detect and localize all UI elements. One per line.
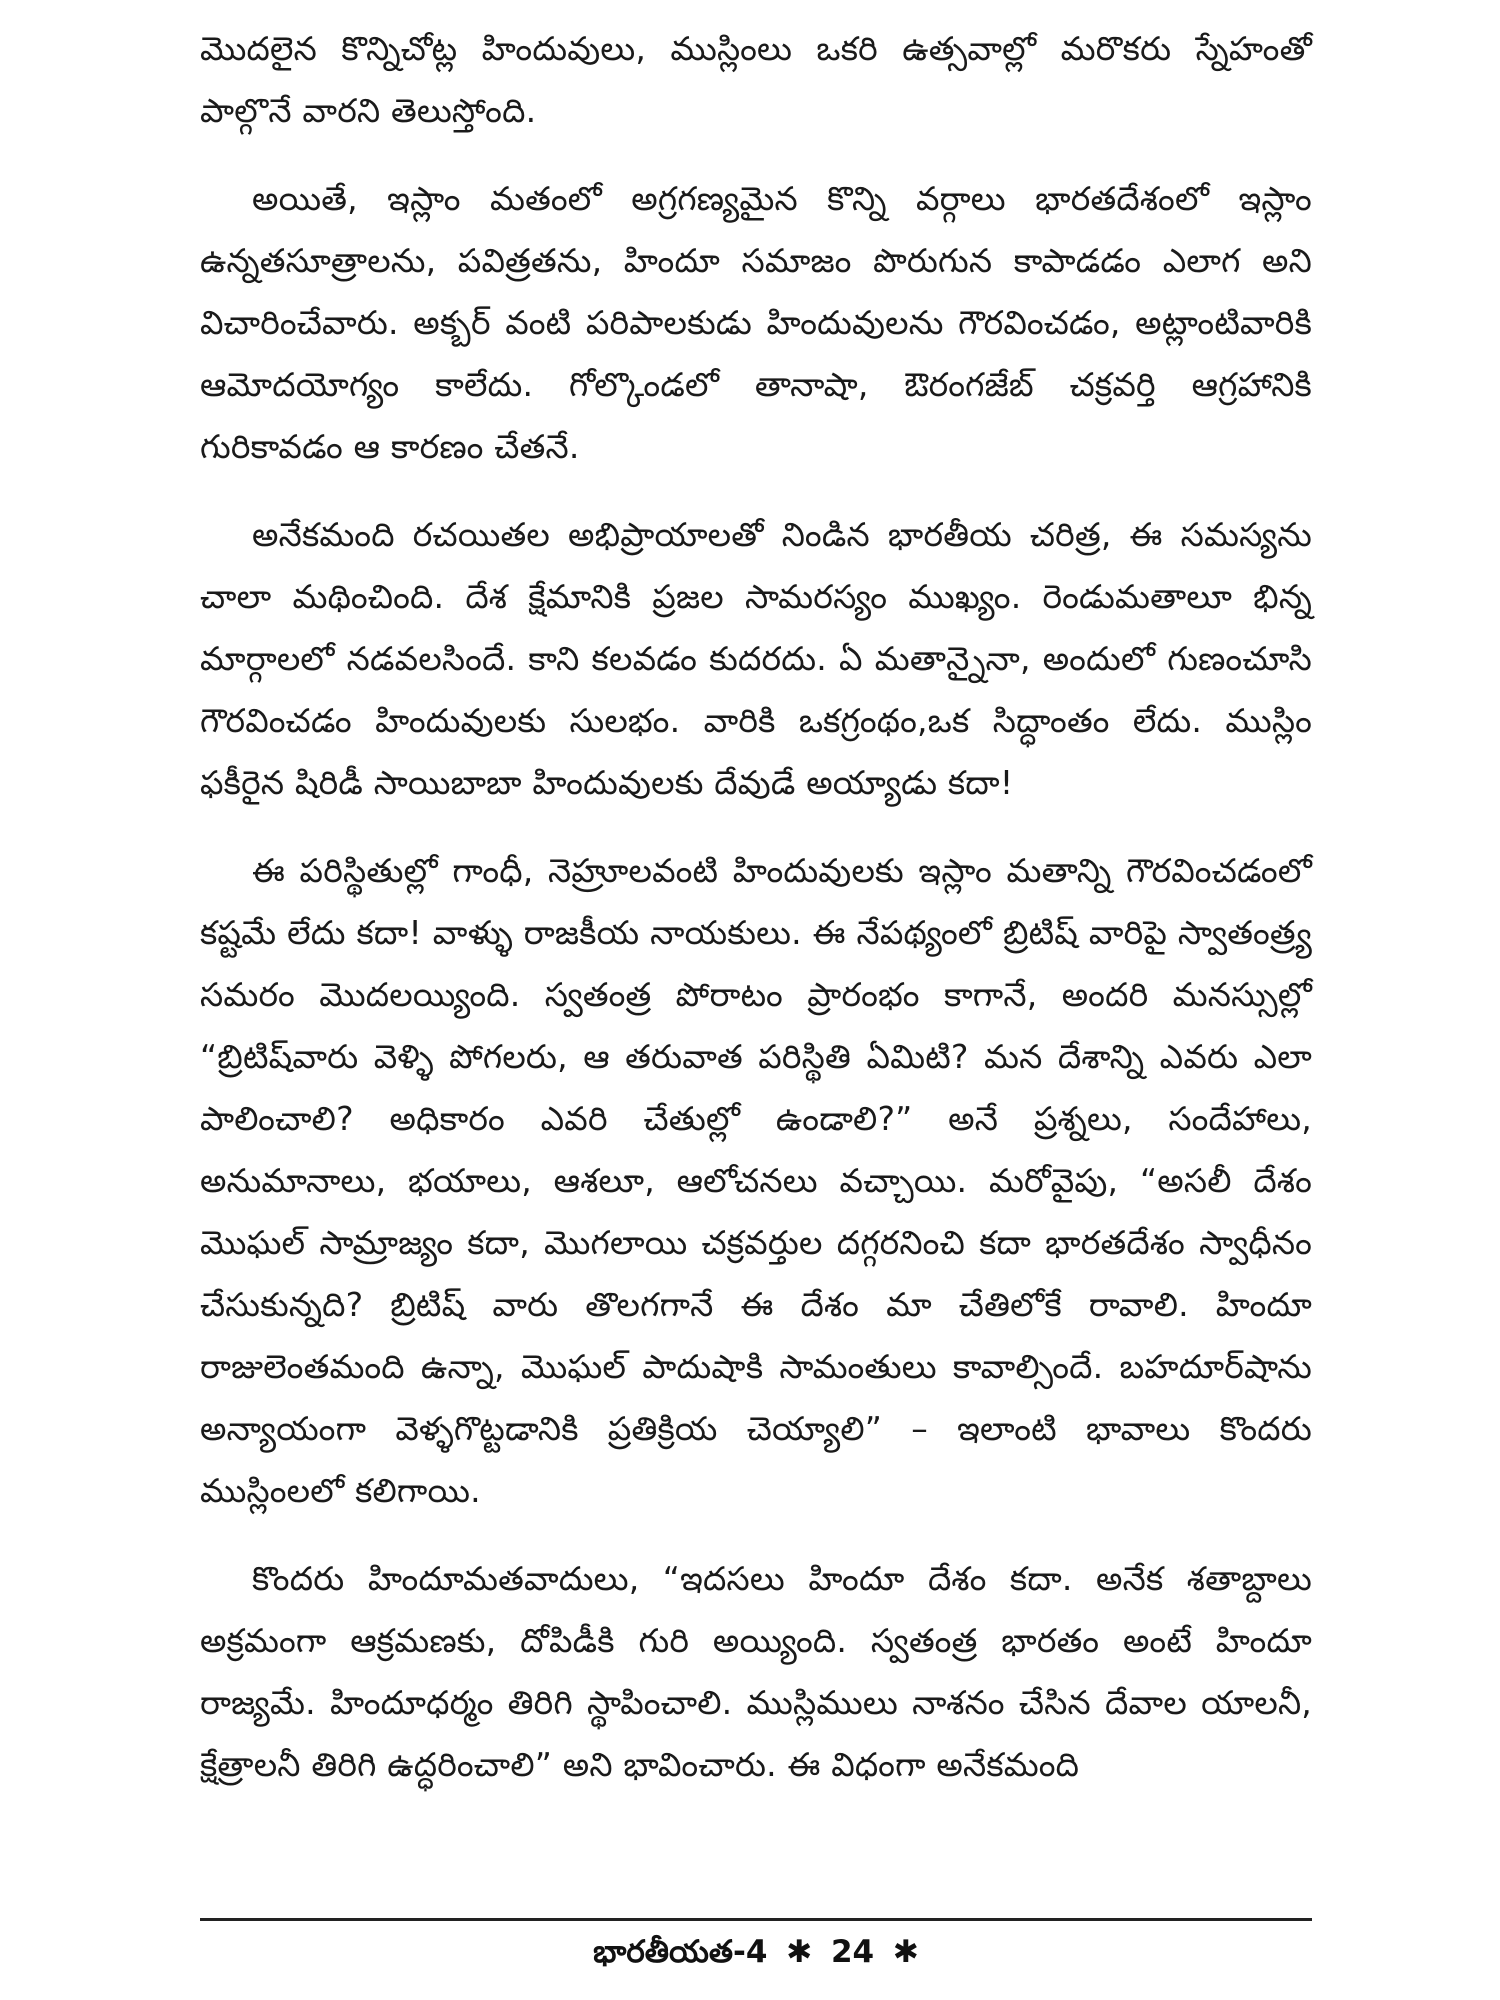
page-body	[200, 18, 1312, 1822]
page-number: 24	[830, 1934, 875, 1970]
paragraph-4: ఈ పరిస్థితుల్లో గాంధీ, నెహ్రూలవంటి హిందువులకు ఇస్లాం మతాన్ని గౌరవించడంలో కష్టమే లేదు కదా! వాళ్ళు రాజకీయ నాయకులు. ఈ నేపథ్యంలో బ్రిటిష్ వారిపై స్వాతంత్ర్య సమరం మొదలయ్యింది. స్వతంత్ర పోరాటం ప్రారంభం కాగానే, అందరి మనస్సుల్లో “బ్రిటిష్‌వారు వెళ్ళి పోగలరు, ఆ తరువాత పరిస్థితి ఏమిటి? మన దేశాన్ని ఎవరు ఎలా పాలించాలి? అధికారం ఎవరి చేతుల్లో ఉండాలి?” అనే ప్రశ్నలు, సందేహాలు, అనుమానాలు, భయాలు, ఆశలూ, ఆలోచనలు వచ్చాయి. మరోవైపు, “అసలీ దేశం మొఘల్ సామ్రాజ్యం కదా, మొగలాయి చక్రవర్తుల దగ్గరనించి కదా భారతదేశం స్వాధీనం చేసుకున్నది? బ్రిటిష్ వారు తొలగగానే ఈ దేశం మా చేతిలోకే రావాలి. హిందూ రాజులెంతమంది ఉన్నా, మొఘల్ పాదుషాకి సామంతులు కావాల్సిందే. బహదూర్‌షాను అన్యాయంగా వెళ్ళగొట్టడానికి ప్రతిక్రియ చెయ్యాలి” – ఇలాంటి భావాలు కొందరు ముస్లింలలో కలిగాయి.	[200, 851, 1312, 1510]
footer-star-right-icon: ✱	[892, 1934, 919, 1970]
paragraph-2: అయితే, ఇస్లాం మతంలో అగ్రగణ్యమైన కొన్ని వర్గాలు భారతదేశంలో ఇస్లాం ఉన్నతసూత్రాలను, పవిత్రతను, హిందూ సమాజం పొరుగున కాపాడడం ఎలాగ అని విచారించేవారు. అక్బర్ వంటి పరిపాలకుడు హిందువులను గౌరవించడం, అట్లాంటివారికి ఆమోదయోగ్యం కాలేదు. గోల్కొండలో తానాషా, ఔరంగజేబ్ చక్రవర్తి ఆగ్రహానికి గురికావడం ఆ కారణం చేతనే.	[200, 179, 1312, 466]
page-footer	[200, 1934, 1312, 1977]
footer-book-title: భారతీయత-4	[593, 1934, 768, 1970]
paragraph-1: మొదలైన కొన్నిచోట్ల హిందువులు, ముస్లింలు ఒకరి ఉత్సవాల్లో మరొకరు స్నేహంతో పాల్గొనే వారని తెలుస్తోంది.	[200, 29, 1312, 130]
paragraph-5: కొందరు హిందూమతవాదులు, “ఇదసలు హిందూ దేశం కదా. అనేక శతాబ్దాలు అక్రమంగా ఆక్రమణకు, దోపిడీకి గురి అయ్యింది. స్వతంత్ర భారతం అంటే హిందూ రాజ్యమే. హిందూధర్మం తిరిగి స్థాపించాలి. ముస్లిములు నాశనం చేసిన దేవాల యాలనీ, క్షేత్రాలనీ తిరిగి ఉద్ధరించాలి” అని భావించారు. ఈ విధంగా అనేకమంది	[200, 1559, 1312, 1784]
paragraph-3: అనేకమంది రచయితల అభిప్రాయాలతో నిండిన భారతీయ చరిత్ర, ఈ సమస్యను చాలా మథించింది. దేశ క్షేమానికి ప్రజల సామరస్యం ముఖ్యం. రెండుమతాలూ భిన్న మార్గాలలో నడవలసిందే. కాని కలవడం కుదరదు. ఏ మతాన్నైనా, అందులో గుణంచూసి గౌరవించడం హిందువులకు సులభం. వారికి ఒకగ్రంథం,ఒక సిద్ధాంతం లేదు. ముస్లిం ఫకీరైన షిరిడీ సాయిబాబా హిందువులకు దేవుడే అయ్యాడు కదా!	[200, 515, 1312, 802]
footer-star-left-icon: ✱	[786, 1934, 813, 1970]
footer-divider	[200, 1918, 1312, 1921]
